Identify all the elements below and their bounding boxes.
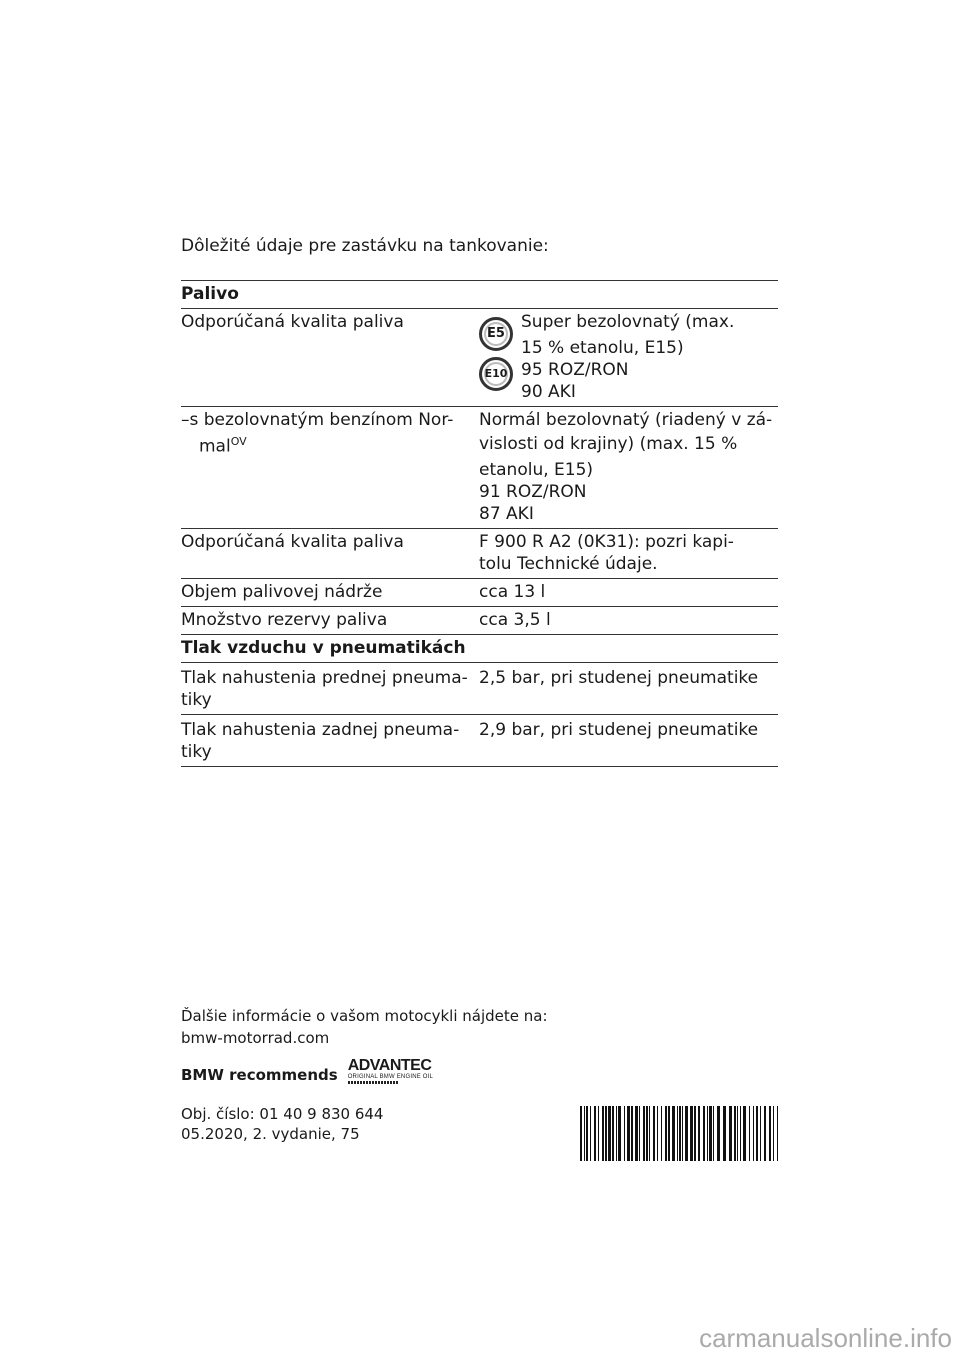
table-row — [181, 406, 778, 528]
barcode-bar — [729, 1106, 732, 1161]
table-row — [181, 308, 778, 406]
barcode-bar — [698, 1106, 700, 1161]
row-value: 2,9 bar, pri studenej pneumatike — [479, 720, 759, 740]
logo-main-text: ADVANTEC — [347, 1057, 432, 1074]
barcode-bar — [665, 1106, 667, 1161]
barcode-bar — [618, 1106, 621, 1161]
barcode-bar — [753, 1106, 754, 1161]
logo-bar-icon — [348, 1081, 398, 1084]
value-line: 90 AKI — [521, 382, 576, 402]
value-line: vislosti od krajiny) (max. 15 % — [479, 434, 738, 454]
row-value — [479, 409, 778, 525]
row-label: Odporúčaná kvalita paliva — [181, 532, 404, 552]
row-label-text: –s bezolovnatým benzínom Nor- — [181, 410, 454, 430]
order-info — [181, 1104, 383, 1144]
table-row — [181, 606, 778, 634]
barcode-bar — [723, 1106, 726, 1161]
barcode-bar — [713, 1106, 714, 1161]
barcode-bar — [703, 1106, 705, 1161]
edition-info: 05.2020, 2. vydanie, 75 — [181, 1125, 360, 1143]
section-tire — [181, 634, 778, 662]
barcode-bar — [740, 1106, 741, 1161]
table-row — [181, 528, 778, 578]
value-line: 95 ROZ/RON — [521, 360, 629, 380]
barcode-bar — [639, 1106, 640, 1161]
row-value: 2,5 bar, pri studenej pneumatike — [479, 668, 759, 688]
row-label — [181, 719, 479, 763]
barcode-bar — [635, 1106, 638, 1161]
logo-sub-text: ORIGINAL BMW ENGINE OIL — [347, 1074, 434, 1080]
barcode-bar — [707, 1106, 708, 1161]
barcode-bar — [598, 1106, 599, 1161]
value-line: 91 ROZ/RON — [479, 482, 587, 502]
table-row — [181, 714, 778, 767]
barcode-bar — [649, 1106, 650, 1161]
barcode-bar — [627, 1106, 630, 1161]
row-label: Objem palivovej nádrže — [181, 582, 383, 602]
barcode-bar — [661, 1106, 662, 1161]
row-value: cca 3,5 l — [479, 610, 551, 630]
barcode-bar — [653, 1106, 655, 1161]
value-line: 87 AKI — [479, 504, 534, 524]
barcode-bar — [685, 1106, 688, 1161]
barcode-bar — [590, 1106, 591, 1161]
value-line: Super bezolovnatý (max. — [521, 312, 735, 332]
barcode-bar — [690, 1106, 693, 1161]
barcode-bar — [764, 1106, 766, 1161]
barcode-bar — [612, 1106, 614, 1161]
barcode-bar — [580, 1106, 582, 1161]
barcode-bar — [773, 1106, 774, 1161]
barcode-bar — [709, 1106, 712, 1161]
barcode-bar — [760, 1106, 761, 1161]
row-value — [479, 531, 778, 575]
barcode-bar — [584, 1106, 585, 1161]
row-label: Odporúčaná kvalita paliva — [181, 312, 404, 332]
row-label — [181, 409, 479, 525]
order-number: Obj. číslo: 01 40 9 830 644 — [181, 1105, 384, 1123]
info-text: Ďalšie informácie o vašom motocykli nájdete na: — [181, 1007, 548, 1025]
row-value: cca 13 l — [479, 582, 546, 602]
e10-icon: E10 — [479, 357, 513, 391]
barcode-bar — [594, 1106, 596, 1161]
row-label-text: tiky — [181, 742, 212, 762]
advantec-logo — [348, 1058, 433, 1084]
barcode-bar — [668, 1106, 670, 1161]
value-line: etanolu, E15) — [479, 460, 594, 480]
row-value — [479, 311, 778, 403]
barcode-bar — [734, 1106, 736, 1161]
barcode-bar — [616, 1106, 617, 1161]
value-line: F 900 R A2 (0K31): pozri kapi- — [479, 532, 734, 552]
value-line: Normál bezolovnatý (riadený v zá- — [479, 410, 773, 430]
barcode-bar — [624, 1106, 625, 1161]
row-label: Množstvo rezervy paliva — [181, 610, 388, 630]
value-line: tolu Technické údaje. — [479, 554, 658, 574]
section-fuel-title: Palivo — [181, 284, 239, 304]
row-label-text: tiky — [181, 690, 212, 710]
row-label — [181, 667, 479, 711]
value-line: 15 % etanolu, E15) — [521, 338, 684, 358]
ov-superscript: OV — [230, 435, 247, 448]
barcode-bar — [646, 1106, 648, 1161]
barcode-bar — [749, 1106, 750, 1161]
barcode-bar — [682, 1106, 683, 1161]
barcode-bar — [631, 1106, 633, 1161]
page-heading: Dôležité údaje pre zastávku na tankovanie: — [181, 236, 549, 256]
barcode-icon — [580, 1106, 778, 1161]
row-label-text: Tlak nahustenia zadnej pneuma- — [181, 720, 460, 740]
barcode-bar — [605, 1106, 607, 1161]
section-tire-title: Tlak vzduchu v pneumatikách — [181, 638, 466, 658]
watermark: carmanualsonline.info — [699, 1323, 952, 1353]
e5-icon: E5 — [479, 317, 513, 351]
barcode-bar — [769, 1106, 771, 1161]
recommends-text: BMW recommends — [181, 1066, 338, 1084]
barcode-bar — [756, 1106, 758, 1161]
barcode-bar — [694, 1106, 696, 1161]
row-label-text: Tlak nahustenia prednej pneuma- — [181, 668, 468, 688]
table-row — [181, 662, 778, 714]
barcode-bar — [743, 1106, 746, 1161]
barcode-bar — [602, 1106, 604, 1161]
barcode-bar — [737, 1106, 738, 1161]
footer-info — [181, 1005, 548, 1049]
spec-table — [181, 280, 778, 767]
barcode-bar — [679, 1106, 681, 1161]
barcode-bar — [777, 1106, 778, 1161]
barcode-bar — [657, 1106, 658, 1161]
table-row — [181, 578, 778, 606]
row-label-text: mal — [199, 436, 231, 457]
recommendation — [181, 1058, 433, 1084]
barcode-bar — [677, 1106, 678, 1161]
website-link: bmw-motorrad.com — [181, 1029, 330, 1047]
barcode-bar — [643, 1106, 645, 1161]
barcode-bar — [717, 1106, 720, 1161]
barcode-bar — [608, 1106, 611, 1161]
barcode-bar — [672, 1106, 675, 1161]
section-fuel — [181, 280, 778, 308]
barcode-bar — [586, 1106, 588, 1161]
fuel-badges — [479, 311, 521, 403]
